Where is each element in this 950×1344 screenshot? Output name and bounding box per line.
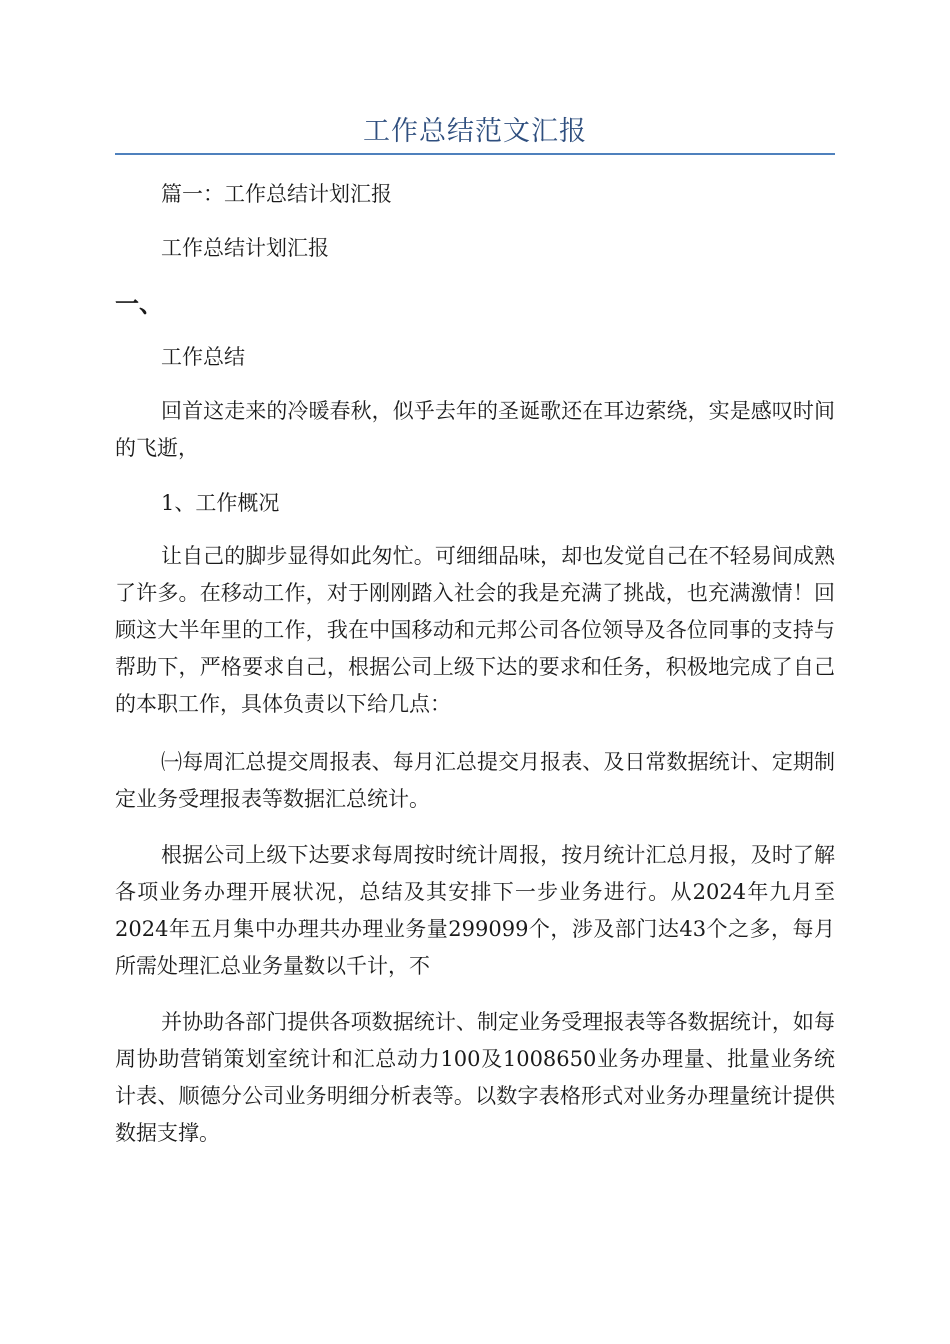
subheading-overview: 1、工作概况 (161, 491, 280, 515)
body-paragraph: ㈠每周汇总提交周报表、每月汇总提交月报表、及日常数据统计、定期制定业务受理报表等数据汇总统计。 (115, 750, 835, 811)
body-paragraph: 根据公司上级下达要求每周按时统计周报，按月统计汇总月报，及时了解各项业务办理开展状况，总结及其安排下一步业务进行。从2024年九月至2024年五月集中办理共办理业务量299099个，涉及部门达43个之多，每月所需处理汇总业务量数以千计，不 (115, 843, 835, 978)
subtitle: 工作总结计划汇报 (161, 236, 329, 260)
document-title: 工作总结范文汇报 (363, 116, 587, 147)
section-heading: 篇一：工作总结计划汇报 (161, 182, 392, 206)
heading-numeral: 一、 (115, 290, 163, 318)
body-paragraph: 并协助各部门提供各项数据统计、制定业务受理报表等各数据统计，如每周协助营销策划室统计和汇总动力100及1008650业务办理量、批量业务统计表、顺德分公司业务明细分析表等。以数字表格形式对业务办理量统计提供数据支撑。 (115, 1010, 835, 1145)
subheading-summary: 工作总结 (161, 345, 245, 369)
title-underline (115, 153, 835, 155)
body-paragraph: 让自己的脚步显得如此匆忙。可细细品味，却也发觉自己在不轻易间成熟了许多。在移动工作，对于刚刚踏入社会的我是充满了挑战，也充满激情！回顾这大半年里的工作，我在中国移动和元邦公司各位领导及各位同事的支持与帮助下，严格要求自己，根据公司上级下达的要求和任务，积极地完成了自己的本职工作，具体负责以下给几点： (115, 544, 835, 716)
body-paragraph: 回首这走来的冷暖春秋，似乎去年的圣诞歌还在耳边萦绕，实是感叹时间的飞逝， (115, 399, 835, 460)
